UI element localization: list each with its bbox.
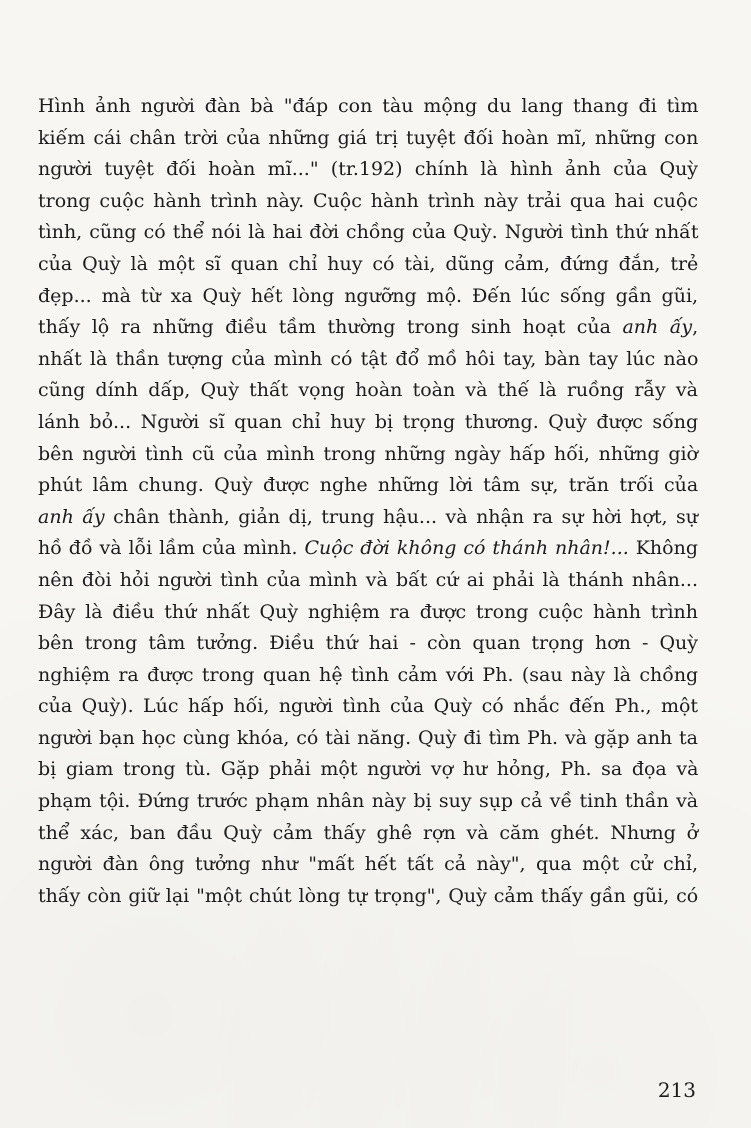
text-segment: Không <box>628 537 698 560</box>
text-segment: thể xác, ban đầu Quỳ cảm thấy ghê rợn và căm ghét. Nhưng ở <box>38 821 699 844</box>
text-line <box>38 123 698 155</box>
text-line <box>38 786 698 818</box>
text-line <box>38 628 698 660</box>
text-line <box>38 754 698 786</box>
text-segment: người bạn học cùng khóa, có tài năng. Quỳ đi tìm Ph. và gặp anh ta <box>38 726 698 749</box>
text-segment: người đàn ông tưởng như "mất hết tất cả này", qua một cử chỉ, <box>38 853 698 876</box>
text-line <box>38 186 698 218</box>
text-line <box>38 723 698 755</box>
text-segment: nên đòi hỏi người tình của mình và bất cứ ai phải là thánh nhân... <box>38 568 698 591</box>
text-line <box>38 660 698 692</box>
text-segment: bên trong tâm tưởng. Điều thứ hai - còn quan trọng hơn - Quỳ <box>38 632 698 655</box>
text-segment: Đây là điều thứ nhất Quỳ nghiệm ra được trong cuộc hành trình <box>38 600 698 623</box>
text-line <box>38 281 698 313</box>
text-line <box>38 407 698 439</box>
text-line <box>38 439 698 471</box>
text-segment: trong cuộc hành trình này. Cuộc hành trình này trải qua hai cuộc <box>38 189 698 212</box>
text-segment: kiếm cái chân trời của những giá trị tuyệt đối hoàn mĩ, những con <box>38 126 699 149</box>
text-segment: hồ đồ và lỗi lầm của mình. <box>38 537 305 560</box>
text-segment: nghiệm ra được trong quan hệ tình cảm với Ph. (sau này là chồng <box>38 663 699 686</box>
text-line <box>38 818 698 850</box>
italic-text: Cuộc đời không có thánh nhân!... <box>304 537 629 560</box>
text-segment: phút lâm chung. Quỳ được nghe những lời tâm sự, trăn trối của <box>38 474 699 497</box>
text-segment: lánh bỏ... Người sĩ quan chỉ huy bị trọng thương. Quỳ được sống <box>38 410 699 433</box>
page-number: 213 <box>657 1078 696 1102</box>
text-line <box>38 881 698 913</box>
text-line <box>38 691 698 723</box>
text-segment: thấy còn giữ lại "một chút lòng tự trọng", Quỳ cảm thấy gần gũi, có <box>38 884 699 907</box>
italic-text: anh ấy <box>38 505 105 528</box>
text-line <box>38 249 698 281</box>
text-line <box>38 502 698 534</box>
text-segment: , <box>692 316 699 339</box>
text-segment: đẹp... mà từ xa Quỳ hết lòng ngưỡng mộ. Đến lúc sống gần gũi, <box>38 284 699 307</box>
text-line <box>38 375 698 407</box>
text-segment: chân thành, giản dị, trung hậu... và nhận ra sự hời hợt, sự <box>104 505 698 528</box>
text-segment: người tuyệt đối hoàn mĩ..." (tr.192) chính là hình ảnh của Quỳ <box>38 158 699 181</box>
body-text <box>38 91 698 912</box>
text-segment: cũng dính dấp, Quỳ thất vọng hoàn toàn và thế là ruồng rẫy và <box>38 379 698 402</box>
text-line <box>38 217 698 249</box>
text-segment: của Quỳ là một sĩ quan chỉ huy có tài, dũng cảm, đứng đắn, trẻ <box>38 252 699 275</box>
text-line <box>38 470 698 502</box>
text-line <box>38 154 698 186</box>
text-line <box>38 344 698 376</box>
text-segment: của Quỳ). Lúc hấp hối, người tình của Quỳ có nhắc đến Ph., một <box>38 695 699 718</box>
text-line <box>38 565 698 597</box>
text-segment: bị giam trong tù. Gặp phải một người vợ hư hỏng, Ph. sa đọa và <box>38 758 699 781</box>
text-segment: Hình ảnh người đàn bà "đáp con tàu mộng du lang thang đi tìm <box>38 95 699 117</box>
text-segment: tình, cũng có thể nói là hai đời chồng của Quỳ. Người tình thứ nhất <box>38 221 699 244</box>
text-line <box>38 849 698 881</box>
text-line <box>38 91 698 123</box>
text-segment: thấy lộ ra những điều tầm thường trong sinh hoạt của <box>38 316 623 339</box>
text-segment: nhất là thần tượng của mình có tật đổ mồ hôi tay, bàn tay lúc nào <box>38 347 699 370</box>
text-line <box>38 312 698 344</box>
text-line <box>38 533 698 565</box>
italic-text: anh ấy <box>622 316 693 339</box>
text-segment: bên người tình cũ của mình trong những ngày hấp hối, những giờ <box>38 442 699 465</box>
text-line <box>38 597 698 629</box>
text-segment: phạm tội. Đứng trước phạm nhân này bị suy sụp cả về tinh thần và <box>38 790 699 813</box>
